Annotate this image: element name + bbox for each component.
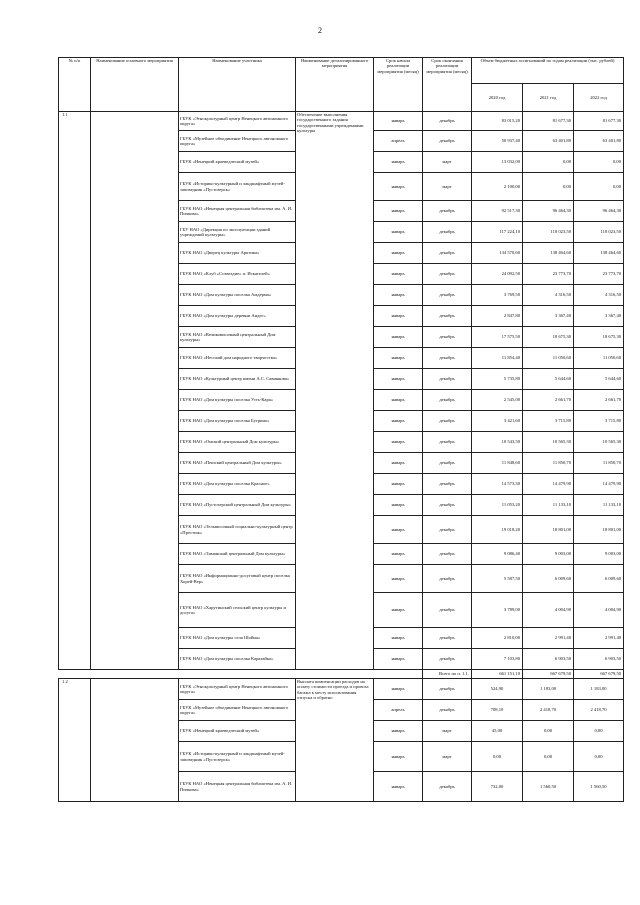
header-2022: 2022 год bbox=[574, 84, 624, 112]
amount-2021: 138 464,60 bbox=[523, 243, 574, 264]
participant-name: ГБУК НАО «Великовисочный центральный Дом культуры» bbox=[179, 327, 296, 348]
amount-2022: 1 560,50 bbox=[574, 772, 624, 802]
total-spacer bbox=[59, 670, 423, 679]
amount-2020: 2 545,00 bbox=[472, 390, 523, 411]
amount-2022: 18 801,00 bbox=[574, 516, 624, 544]
amount-2021: 11 850,70 bbox=[523, 453, 574, 474]
start-month: январь bbox=[374, 222, 423, 243]
header-2020: 2020 год bbox=[472, 84, 523, 112]
total-2021: 667 679,50 bbox=[523, 670, 574, 679]
amount-2020: 83 015,20 bbox=[472, 112, 523, 131]
amount-2021: 6 009,60 bbox=[523, 565, 574, 593]
amount-2021: 0,00 bbox=[523, 721, 574, 742]
start-month: январь bbox=[374, 772, 423, 802]
amount-2022: 6 009,60 bbox=[574, 565, 624, 593]
end-month: декабрь bbox=[423, 390, 472, 411]
start-month: январь bbox=[374, 243, 423, 264]
start-month: январь bbox=[374, 348, 423, 369]
participant-name: ГБУК НАО «Ненецкая центральная библиотека им. А. И. Пичкова» bbox=[179, 772, 296, 802]
amount-2022: 118 023,50 bbox=[574, 222, 624, 243]
amount-2020: 524,90 bbox=[472, 679, 523, 700]
main-event-cell bbox=[91, 112, 179, 670]
header-num: № п/п bbox=[59, 58, 91, 112]
header-start: Срок начала реализации мероприятия (месяц) bbox=[374, 58, 423, 112]
end-month: декабрь bbox=[423, 565, 472, 593]
amount-2020: 11 848,60 bbox=[472, 453, 523, 474]
amount-2020: 3 421,60 bbox=[472, 411, 523, 432]
amount-2021: 9 003,00 bbox=[523, 544, 574, 565]
total-label: Всего по п. 1.1. bbox=[423, 670, 472, 679]
end-month: декабрь bbox=[423, 306, 472, 327]
start-month: январь bbox=[374, 516, 423, 544]
amount-2022: 6 903,50 bbox=[574, 649, 624, 670]
amount-2022: 2 418,70 bbox=[574, 700, 624, 721]
participant-name: ГБУК НАО «Культурный центр имени А.С. Савинкова» bbox=[179, 369, 296, 390]
participant-name: ГБУК НАО «Ненецкая центральная библиотека им. А. И. Пичкова» bbox=[179, 201, 296, 222]
end-month: декабрь bbox=[423, 432, 472, 453]
amount-2020: 2 100,00 bbox=[472, 173, 523, 201]
header-main-event: Наименование основного мероприятия bbox=[91, 58, 179, 112]
amount-2022: 0,00 bbox=[574, 152, 624, 173]
start-month: январь bbox=[374, 201, 423, 222]
start-month: январь bbox=[374, 742, 423, 772]
header-end: Срок окончания реализации мероприятия (месяц) bbox=[423, 58, 472, 112]
header-detailing-event: Наименование детализированного мероприятия bbox=[296, 58, 374, 112]
start-month: январь bbox=[374, 173, 423, 201]
amount-2021: 0,00 bbox=[523, 742, 574, 772]
amount-2021: 14 479,90 bbox=[523, 474, 574, 495]
amount-2020: 92 517,30 bbox=[472, 201, 523, 222]
amount-2021: 1 183,00 bbox=[523, 679, 574, 700]
end-month: декабрь bbox=[423, 700, 472, 721]
amount-2020: 5 735,80 bbox=[472, 369, 523, 390]
start-month: январь bbox=[374, 593, 423, 628]
end-month: декабрь bbox=[423, 112, 472, 131]
end-month: декабрь bbox=[423, 474, 472, 495]
table-row bbox=[59, 112, 624, 131]
amount-2022: 14 479,90 bbox=[574, 474, 624, 495]
participant-name: ГБУК «Историко-культурный и ландшафтный музей-заповедник «Пустозерск» bbox=[179, 173, 296, 201]
amount-2021: 63 401,80 bbox=[523, 131, 574, 152]
amount-2020: 5 587,50 bbox=[472, 565, 523, 593]
amount-2022: 0,00 bbox=[574, 173, 624, 201]
amount-2021: 0,00 bbox=[523, 152, 574, 173]
amount-2022: 11 850,70 bbox=[574, 453, 624, 474]
amount-2022: 3 715,80 bbox=[574, 411, 624, 432]
amount-2022: 9 003,00 bbox=[574, 544, 624, 565]
item-number: 1.2 bbox=[59, 679, 91, 802]
total-row bbox=[59, 670, 624, 679]
detailing-event-description: Обеспечение выполнения государственного задания государственными учреждениями культуры bbox=[296, 112, 374, 670]
amount-2020: 13 032,00 bbox=[472, 152, 523, 173]
amount-2020: 3 769,50 bbox=[472, 285, 523, 306]
amount-2020: 14 573,30 bbox=[472, 474, 523, 495]
participant-name: ГБУК НАО «Дворец культуры Арктика» bbox=[179, 243, 296, 264]
end-month: декабрь bbox=[423, 593, 472, 628]
amount-2020: 19 018,20 bbox=[472, 516, 523, 544]
end-month: декабрь bbox=[423, 453, 472, 474]
amount-2020: 117 224,10 bbox=[472, 222, 523, 243]
amount-2021: 18 675,30 bbox=[523, 327, 574, 348]
amount-2022: 5 644,60 bbox=[574, 369, 624, 390]
start-month: январь bbox=[374, 495, 423, 516]
end-month: март bbox=[423, 173, 472, 201]
participant-name: ГБУК «Историко-культурный и ландшафтный музей-заповедник «Пустозерск» bbox=[179, 742, 296, 772]
main-event-cell bbox=[91, 679, 179, 802]
end-month: декабрь bbox=[423, 348, 472, 369]
end-month: декабрь bbox=[423, 131, 472, 152]
start-month: январь bbox=[374, 112, 423, 131]
amount-2020: 17 575,50 bbox=[472, 327, 523, 348]
end-month: декабрь bbox=[423, 495, 472, 516]
start-month: январь bbox=[374, 721, 423, 742]
participant-name: ГБУК НАО «Дом культуры села Шойна» bbox=[179, 628, 296, 649]
participant-name: ГБУК НАО «Несский дом народного творчества» bbox=[179, 348, 296, 369]
start-month: январь bbox=[374, 285, 423, 306]
amount-2021: 118 023,50 bbox=[523, 222, 574, 243]
amount-2022: 4 316,50 bbox=[574, 285, 624, 306]
amount-2020: 708,10 bbox=[472, 700, 523, 721]
end-month: декабрь bbox=[423, 544, 472, 565]
amount-2020: 0,00 bbox=[472, 742, 523, 772]
participant-name: ГБУК НАО «Тельвисочный социально-культурный центр «Престиж» bbox=[179, 516, 296, 544]
participant-name: ГБУК НАО «Харутинский сельский центр культуры и досуга» bbox=[179, 593, 296, 628]
amount-2021: 10 565,30 bbox=[523, 432, 574, 453]
end-month: декабрь bbox=[423, 264, 472, 285]
amount-2021: 4 004,90 bbox=[523, 593, 574, 628]
participant-name: ГБУК «Этнокультурный центр Ненецкого автономного округа» bbox=[179, 112, 296, 131]
amount-2020: 3 789,00 bbox=[472, 593, 523, 628]
end-month: декабрь bbox=[423, 369, 472, 390]
amount-2020: 11 053,20 bbox=[472, 495, 523, 516]
participant-name: ГБУК НАО «Пешский центральный Дом культуры» bbox=[179, 453, 296, 474]
start-month: январь bbox=[374, 565, 423, 593]
start-month: январь bbox=[374, 453, 423, 474]
end-month: декабрь bbox=[423, 243, 472, 264]
participant-name: ГБУ НАО «Дирекция по эксплуатации зданий учреждений культуры» bbox=[179, 222, 296, 243]
amount-2022: 10 565,30 bbox=[574, 432, 624, 453]
end-month: декабрь bbox=[423, 327, 472, 348]
amount-2022: 0,00 bbox=[574, 742, 624, 772]
participant-name: ГБУК НАО «Тиманский центральный Дом культуры» bbox=[179, 544, 296, 565]
amount-2020: 24 092,50 bbox=[472, 264, 523, 285]
total-2022: 667 679,50 bbox=[574, 670, 624, 679]
header-budget: Объем бюджетных ассигнований по годам реализации (тыс. рублей) bbox=[472, 58, 624, 84]
participant-name: ГБУК «Музейное объединение Ненецкого автономного округа» bbox=[179, 131, 296, 152]
start-month: январь bbox=[374, 649, 423, 670]
end-month: март bbox=[423, 742, 472, 772]
detailing-event-description: Выплата компенсации расходов на оплату стоимости проезда и провоза багажа к месту использования отпуска и обратно bbox=[296, 679, 374, 802]
start-month: январь bbox=[374, 390, 423, 411]
amount-2021: 0,00 bbox=[523, 173, 574, 201]
start-month: январь bbox=[374, 152, 423, 173]
amount-2020: 45,00 bbox=[472, 721, 523, 742]
amount-2021: 11 050,60 bbox=[523, 348, 574, 369]
start-month: январь bbox=[374, 544, 423, 565]
amount-2021: 2 418,70 bbox=[523, 700, 574, 721]
amount-2022: 96 464,30 bbox=[574, 201, 624, 222]
start-month: январь bbox=[374, 411, 423, 432]
table-row bbox=[59, 679, 624, 700]
participant-name: ГБУК НАО «Дом культуры поселка Красное» bbox=[179, 474, 296, 495]
amount-2020: 9 086,40 bbox=[472, 544, 523, 565]
end-month: декабрь bbox=[423, 285, 472, 306]
end-month: декабрь bbox=[423, 679, 472, 700]
participant-name: ГБУК НАО «Дом культуры поселка Бугрино» bbox=[179, 411, 296, 432]
end-month: декабрь bbox=[423, 222, 472, 243]
end-month: март bbox=[423, 721, 472, 742]
amount-2022: 3 367,40 bbox=[574, 306, 624, 327]
amount-2021: 5 644,60 bbox=[523, 369, 574, 390]
amount-2022: 81 677,30 bbox=[574, 112, 624, 131]
start-month: январь bbox=[374, 264, 423, 285]
amount-2021: 2 661,70 bbox=[523, 390, 574, 411]
start-month: апрель bbox=[374, 131, 423, 152]
header-participant: Наименование участника bbox=[179, 58, 296, 112]
amount-2021: 96 464,30 bbox=[523, 201, 574, 222]
amount-2021: 23 773,70 bbox=[523, 264, 574, 285]
amount-2020: 732,00 bbox=[472, 772, 523, 802]
start-month: январь bbox=[374, 432, 423, 453]
amount-2022: 138 464,60 bbox=[574, 243, 624, 264]
amount-2022: 2 991,40 bbox=[574, 628, 624, 649]
end-month: декабрь bbox=[423, 411, 472, 432]
amount-2021: 6 903,50 bbox=[523, 649, 574, 670]
amount-2022: 1 183,00 bbox=[574, 679, 624, 700]
item-number: 1.1 bbox=[59, 112, 91, 670]
participant-name: ГБУК НАО «Клуб «Созвездие» п. Искателей» bbox=[179, 264, 296, 285]
amount-2021: 81 677,30 bbox=[523, 112, 574, 131]
table-body bbox=[59, 112, 624, 802]
amount-2021: 11 133,10 bbox=[523, 495, 574, 516]
end-month: декабрь bbox=[423, 772, 472, 802]
amount-2020: 7 103,80 bbox=[472, 649, 523, 670]
participant-name: ГБУК НАО «Пустозерский центральный Дом культуры» bbox=[179, 495, 296, 516]
start-month: январь bbox=[374, 679, 423, 700]
amount-2022: 18 675,30 bbox=[574, 327, 624, 348]
amount-2020: 2 847,80 bbox=[472, 306, 523, 327]
amount-2022: 23 773,70 bbox=[574, 264, 624, 285]
participant-name: ГБУК «Ненецкий краеведческий музей» bbox=[179, 721, 296, 742]
amount-2022: 11 050,60 bbox=[574, 348, 624, 369]
amount-2022: 0,00 bbox=[574, 721, 624, 742]
end-month: декабрь bbox=[423, 201, 472, 222]
header-2021: 2021 год bbox=[523, 84, 574, 112]
start-month: январь bbox=[374, 474, 423, 495]
end-month: декабрь bbox=[423, 649, 472, 670]
amount-2021: 3 367,40 bbox=[523, 306, 574, 327]
amount-2021: 1 560,50 bbox=[523, 772, 574, 802]
end-month: март bbox=[423, 152, 472, 173]
page-number: 2 bbox=[318, 26, 322, 35]
participant-name: ГБУК НАО «Дом культуры поселка Каратайка» bbox=[179, 649, 296, 670]
start-month: апрель bbox=[374, 700, 423, 721]
amount-2021: 3 715,80 bbox=[523, 411, 574, 432]
participant-name: ГБУК НАО «Дом культуры поселка Амдерма» bbox=[179, 285, 296, 306]
amount-2022: 63 401,80 bbox=[574, 131, 624, 152]
participant-name: ГБУК «Этнокультурный центр Ненецкого автономного округа» bbox=[179, 679, 296, 700]
total-2020: 661 151,10 bbox=[472, 670, 523, 679]
amount-2022: 4 004,90 bbox=[574, 593, 624, 628]
start-month: январь bbox=[374, 306, 423, 327]
amount-2020: 50 937,40 bbox=[472, 131, 523, 152]
amount-2022: 2 661,70 bbox=[574, 390, 624, 411]
amount-2021: 18 801,00 bbox=[523, 516, 574, 544]
start-month: январь bbox=[374, 628, 423, 649]
amount-2020: 134 570,60 bbox=[472, 243, 523, 264]
participant-name: ГБУК «Ненецкий краеведческий музей» bbox=[179, 152, 296, 173]
start-month: январь bbox=[374, 369, 423, 390]
amount-2021: 4 316,50 bbox=[523, 285, 574, 306]
participant-name: ГБУК НАО «Дом культуры поселка Усть-Кара» bbox=[179, 390, 296, 411]
amount-2022: 11 133,10 bbox=[574, 495, 624, 516]
amount-2020: 2 810,00 bbox=[472, 628, 523, 649]
participant-name: ГБУК НАО «Дом культуры деревни Андег» bbox=[179, 306, 296, 327]
participant-name: ГБУК НАО «Информационно-досуговый центр поселка Хорей-Вер» bbox=[179, 565, 296, 593]
end-month: декабрь bbox=[423, 516, 472, 544]
amount-2020: 11 854,40 bbox=[472, 348, 523, 369]
amount-2020: 10 543,50 bbox=[472, 432, 523, 453]
start-month: январь bbox=[374, 327, 423, 348]
budget-table bbox=[58, 57, 624, 802]
amount-2021: 2 991,40 bbox=[523, 628, 574, 649]
end-month: декабрь bbox=[423, 628, 472, 649]
participant-name: ГБУК «Музейное объединение Ненецкого автономного округа» bbox=[179, 700, 296, 721]
participant-name: ГБУК НАО «Омский центральный Дом культуры» bbox=[179, 432, 296, 453]
